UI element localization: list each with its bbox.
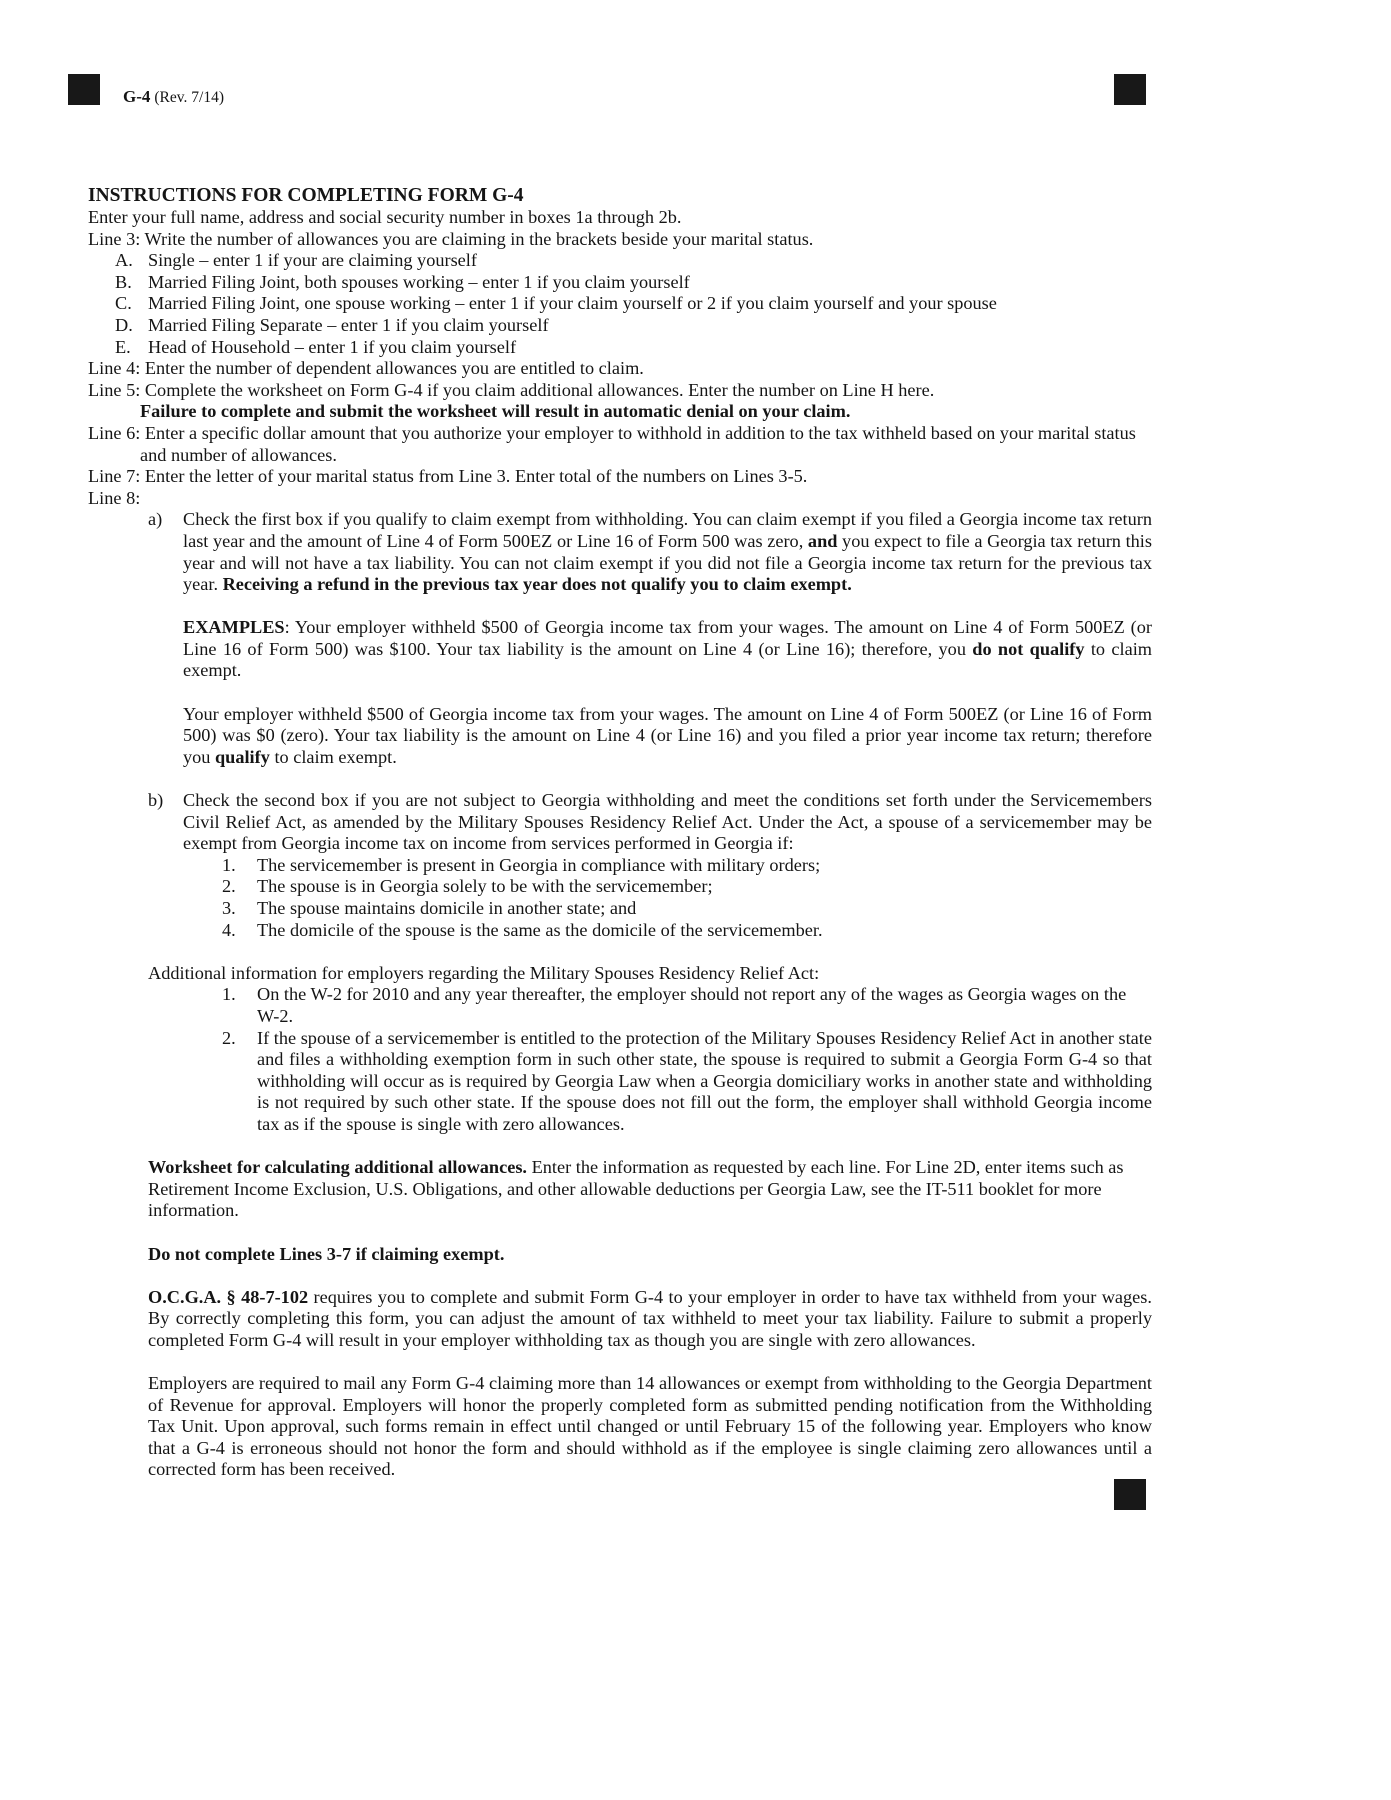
item-number: 1. (222, 984, 236, 1005)
marital-status-list (88, 250, 1152, 358)
item-letter: B. (115, 271, 132, 292)
worksheet-note: Worksheet for calculating additional allowances. Enter the information as requested by each line. For Line 2D, enter items such as Retirement Income Exclusion, U.S. Obligations, and other allowable deductions per Georgia Law, see the IT-511 booklet for more information. (148, 1157, 1124, 1221)
list-item (222, 920, 1152, 942)
line8-item-a (88, 509, 1152, 595)
employer-info-list (88, 984, 1152, 1135)
item-letter: E. (115, 336, 131, 357)
ocga-paragraph: O.C.G.A. § 48-7-102 requires you to complete and submit Form G-4 to your employer in order to have tax withheld from your wages. By correctly completing this form, you can adjust the amount of tax withheld to meet your tax liability. Failure to submit a properly completed Form G-4 will result in your employer withholding tax as though you are single with zero allowances. (148, 1286, 1152, 1350)
item-text: The spouse is in Georgia solely to be with the servicemember; (257, 876, 713, 897)
form-code: G-4 (123, 87, 151, 106)
list-item (88, 272, 1152, 294)
line5-instruction: Line 5: Complete the worksheet on Form G-4 if you claim additional allowances. Enter the number on Line H here. (88, 379, 935, 400)
list-item (88, 293, 1152, 315)
item-number: 1. (222, 854, 236, 875)
list-item (88, 984, 1152, 1027)
item-text: The domicile of the spouse is the same as the domicile of the servicemember. (257, 919, 823, 940)
additional-info-heading: Additional information for employers regarding the Military Spouses Residency Relief Act: (148, 962, 820, 983)
form-identifier (123, 86, 224, 109)
list-item (222, 876, 1152, 898)
exempt-note: Do not complete Lines 3-7 if claiming exempt. (148, 1243, 505, 1264)
list-item (222, 898, 1152, 920)
line8-item-b (88, 790, 1152, 941)
line8-label: Line 8: (88, 487, 141, 508)
line4-instruction: Line 4: Enter the number of dependent allowances you are entitled to claim. (88, 358, 644, 379)
list-item (88, 250, 1152, 272)
list-item (88, 315, 1152, 337)
item-marker: a) (148, 509, 163, 530)
list-item (88, 337, 1152, 359)
item-body (183, 790, 1152, 941)
conditions-list (183, 855, 1152, 941)
list-item (88, 1028, 1152, 1136)
item-text: The spouse maintains domicile in another state; and (257, 898, 637, 918)
item-text: Check the second box if you are not subject to Georgia withholding and meet the conditions set forth under the Servicemembers Civil Relief Act, as amended by the Military Spouses Residency Relief Act. Under the Act, a spouse of a servicemember may be exempt from Georgia income tax on income from services performed in Georgia if: (183, 790, 1152, 854)
line7-instruction: Line 7: Enter the letter of your marital status from Line 3. Enter total of the numbers on Lines 3-5. (88, 466, 808, 487)
item-number: 3. (222, 898, 236, 918)
line6-instruction: Line 6: Enter a specific dollar amount that you authorize your employer to withhold in addition to the tax withheld based on your marital status and number of allowances. (88, 422, 1136, 465)
item-letter: A. (115, 250, 133, 271)
item-text: Check the first box if you qualify to claim exempt from withholding. You can claim exempt if you filed a Georgia income tax return last year and the amount of Line 4 of Form 500EZ or Line 16 of Form 500 was zero, and you expect to file a Georgia tax return this year and will not have a tax liability. You can not claim exempt if you did not file a Georgia income tax return for the previous tax year. Receiving a refund in the previous tax year does not qualify you to claim exempt. (183, 509, 1152, 595)
item-text: On the W-2 for 2010 and any year thereafter, the employer should not report any of the wages as Georgia wages on the W-2. (257, 984, 1127, 1026)
item-letter: D. (115, 314, 133, 335)
instructions-body (88, 185, 1152, 1481)
item-text: Single – enter 1 if your are claiming yourself (148, 250, 477, 271)
item-text: Head of Household – enter 1 if you claim yourself (148, 336, 517, 357)
intro-text: Enter your full name, address and social security number in boxes 1a through 2b. (88, 207, 682, 227)
item-text: If the spouse of a servicemember is entitled to the protection of the Military Spouses Residency Relief Act in another state and files a withholding exemption form in such other state, the spouse is required to submit a Georgia Form G-4 so that withholding will occur as is required by Georgia Law when a Georgia domiciliary works in another state and withholding is not required by such other state. If the spouse does not fill out the form, the employer shall withhold Georgia income tax as if the spouse is single with zero allowances. (257, 1027, 1152, 1134)
item-text: Married Filing Joint, one spouse working – enter 1 if your claim yourself or 2 if you claim yourself and your spouse (148, 293, 997, 314)
registration-mark-top-left-icon (68, 74, 100, 105)
item-letter: C. (115, 293, 132, 314)
registration-mark-top-right-icon (1114, 74, 1146, 105)
examples-paragraph-1: EXAMPLES: Your employer withheld $500 of Georgia income tax from your wages. The amount on Line 4 of Form 500EZ (or Line 16 of Form 500) was $100. Your tax liability is the amount on Line 4 (or Line 16); therefore, you do not qualify to claim exempt. (183, 617, 1152, 681)
employers-paragraph: Employers are required to mail any Form G-4 claiming more than 14 allowances or exempt from withholding to the Georgia Department of Revenue for approval. Employers will honor the properly completed form as submitted pending notification from the Withholding Tax Unit. Upon approval, such forms remain in effect until changed or until February 15 of the following year. Employers who know that a G-4 is erroneous should not honor the form and should withhold as if the employee is single claiming zero allowances until a corrected form has been received. (148, 1373, 1152, 1480)
list-item (222, 855, 1152, 877)
form-revision: (Rev. 7/14) (154, 89, 224, 106)
item-number: 2. (222, 1027, 236, 1048)
examples-paragraph-2: Your employer withheld $500 of Georgia income tax from your wages. The amount on Line 4 of Form 500EZ (or Line 16 of Form 500) was $0 (zero). Your tax liability is the amount on Line 4 (or Line 16) and you filed a prior year income tax return; therefore you qualify to claim exempt. (183, 703, 1152, 767)
line5-warning: Failure to complete and submit the worksheet will result in automatic denial on your claim. (140, 401, 851, 422)
line3-instruction: Line 3: Write the number of allowances you are claiming in the brackets beside your marital status. (88, 228, 814, 249)
item-marker: b) (148, 790, 164, 811)
item-number: 2. (222, 876, 236, 897)
page-title: INSTRUCTIONS FOR COMPLETING FORM G-4 (88, 185, 524, 206)
item-text: The servicemember is present in Georgia in compliance with military orders; (257, 854, 821, 875)
item-number: 4. (222, 919, 236, 940)
item-text: Married Filing Joint, both spouses working – enter 1 if you claim yourself (148, 271, 690, 292)
registration-mark-bottom-right-icon (1114, 1479, 1146, 1510)
item-text: Married Filing Separate – enter 1 if you claim yourself (148, 314, 549, 335)
